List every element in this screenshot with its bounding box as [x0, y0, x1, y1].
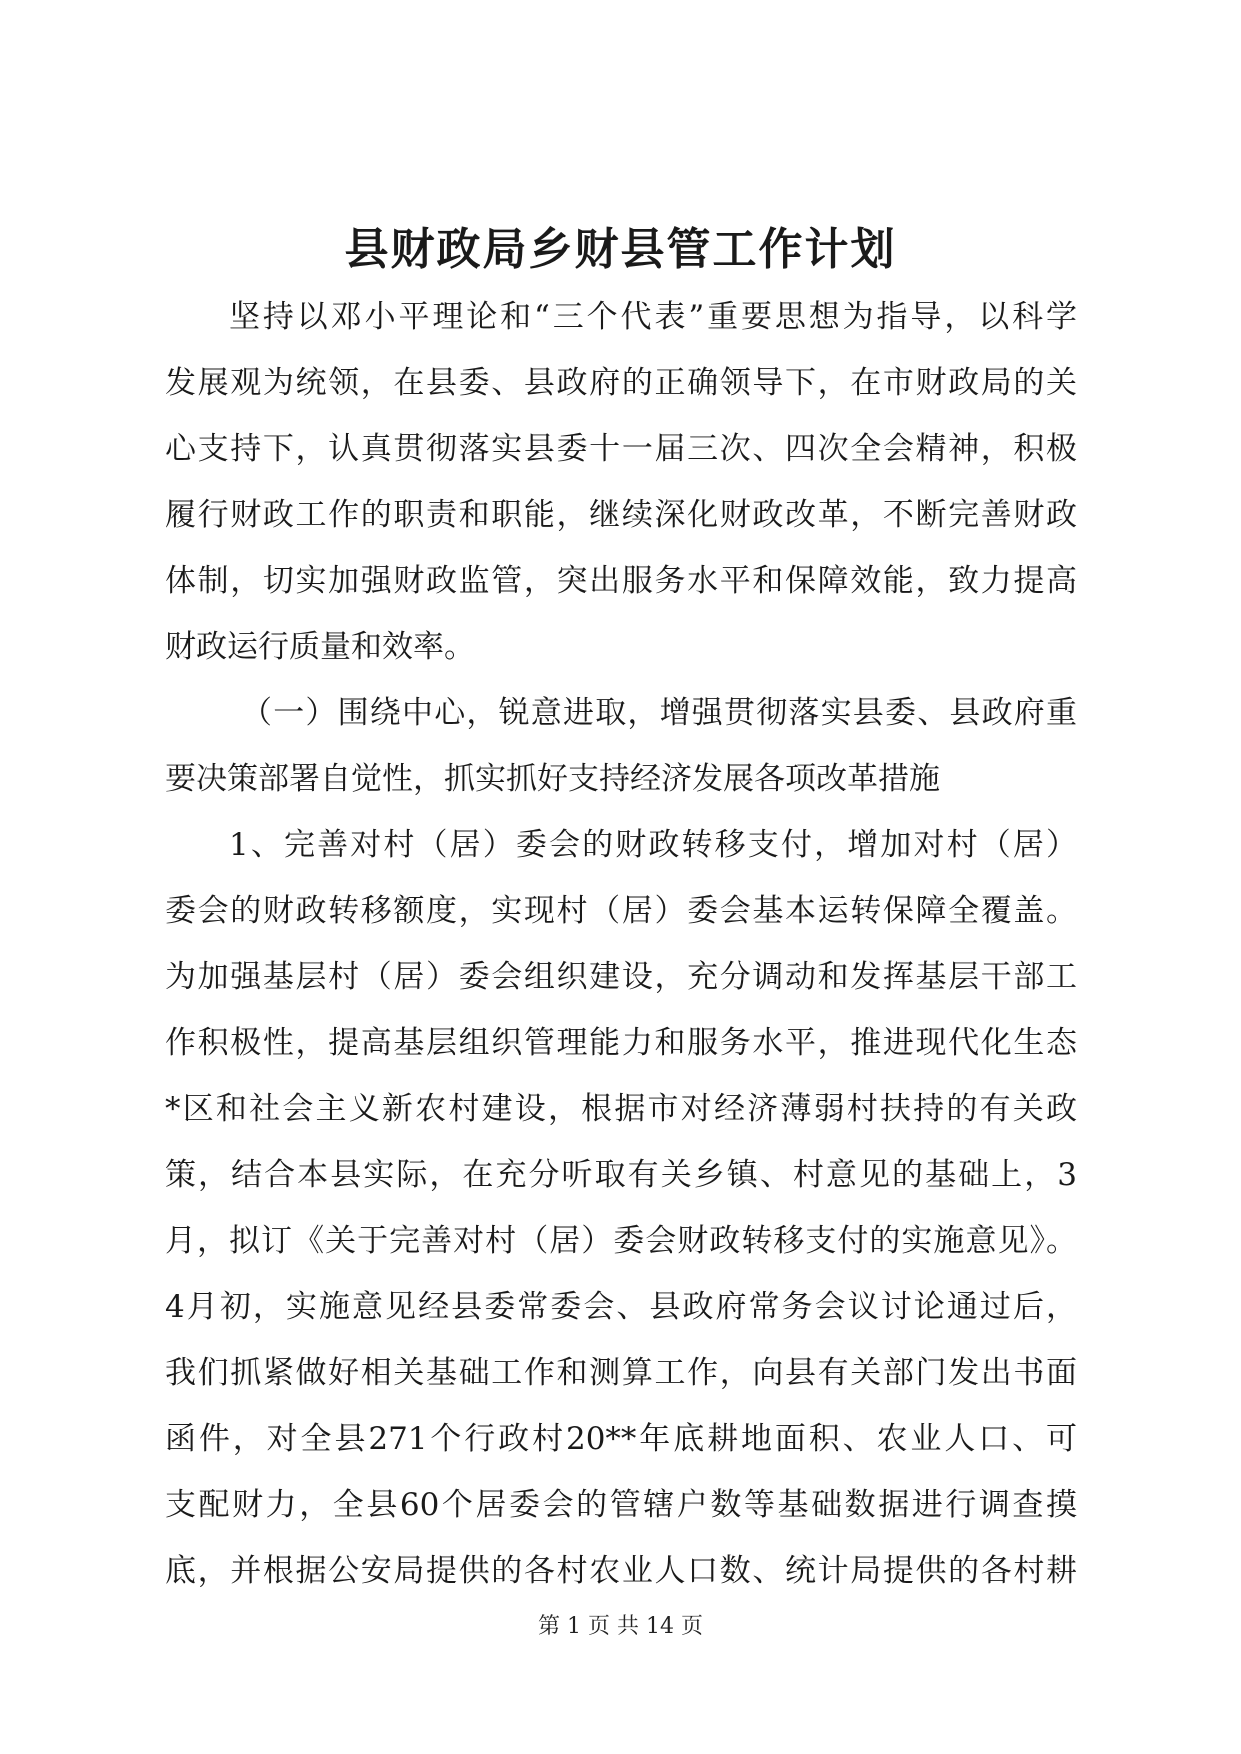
section-heading-line: 要决策部署自觉性，抓实抓好支持经济发展各项改革措施	[165, 761, 940, 797]
paragraph-line: 1、完善对村（居）委会的财政转移支付，增加对村（居）	[229, 827, 1077, 863]
paragraph-line: 月，拟订《关于完善对村（居）委会财政转移支付的实施意见》。	[165, 1223, 1077, 1259]
paragraph-line: 体制，切实加强财政监管，突出服务水平和保障效能，致力提高	[165, 563, 1077, 599]
paragraph-line: 为加强基层村（居）委会组织建设，充分调动和发挥基层干部工	[165, 959, 1077, 995]
section-heading-1	[165, 688, 1077, 820]
paragraph-line: 委会的财政转移额度，实现村（居）委会基本运转保障全覆盖。	[165, 893, 1077, 929]
paragraph-intro	[165, 292, 1077, 688]
paragraph-line: 发展观为统领，在县委、县政府的正确领导下，在市财政局的关	[165, 365, 1077, 401]
paragraph-line: 我们抓紧做好相关基础工作和测算工作，向县有关部门发出书面	[165, 1355, 1077, 1391]
paragraph-line: 财政运行质量和效率。	[165, 629, 475, 665]
paragraph-line: 作积极性，提高基层组织管理能力和服务水平，推进现代化生态	[165, 1025, 1077, 1061]
paragraph-line: *区和社会主义新农村建设，根据市对经济薄弱村扶持的有关政	[165, 1091, 1077, 1127]
document-body	[165, 292, 1077, 1612]
paragraph-line: 支配财力，全县60个居委会的管辖户数等基础数据进行调查摸	[165, 1487, 1077, 1523]
paragraph-line: 坚持以邓小平理论和“三个代表”重要思想为指导，以科学	[229, 299, 1077, 335]
paragraph-line: 履行财政工作的职责和职能，继续深化财政改革，不断完善财政	[165, 497, 1077, 533]
paragraph-item-1	[165, 820, 1077, 1612]
paragraph-line: 4月初，实施意见经县委常委会、县政府常务会议讨论通过后，	[165, 1289, 1077, 1325]
section-heading-line: （一）围绕中心，锐意进取，增强贯彻落实县委、县政府重	[241, 695, 1077, 731]
paragraph-line: 底，并根据公安局提供的各村农业人口数、统计局提供的各村耕	[165, 1553, 1077, 1589]
paragraph-line: 心支持下，认真贯彻落实县委十一届三次、四次全会精神，积极	[165, 431, 1077, 467]
page-number-footer: 第 1 页 共 14 页	[538, 1614, 703, 1639]
paragraph-line: 函件，对全县271个行政村20**年底耕地面积、农业人口、可	[165, 1421, 1077, 1457]
paragraph-line: 策，结合本县实际，在充分听取有关乡镇、村意见的基础上，3	[165, 1157, 1077, 1193]
document-title: 县财政局乡财县管工作计划	[344, 224, 897, 275]
